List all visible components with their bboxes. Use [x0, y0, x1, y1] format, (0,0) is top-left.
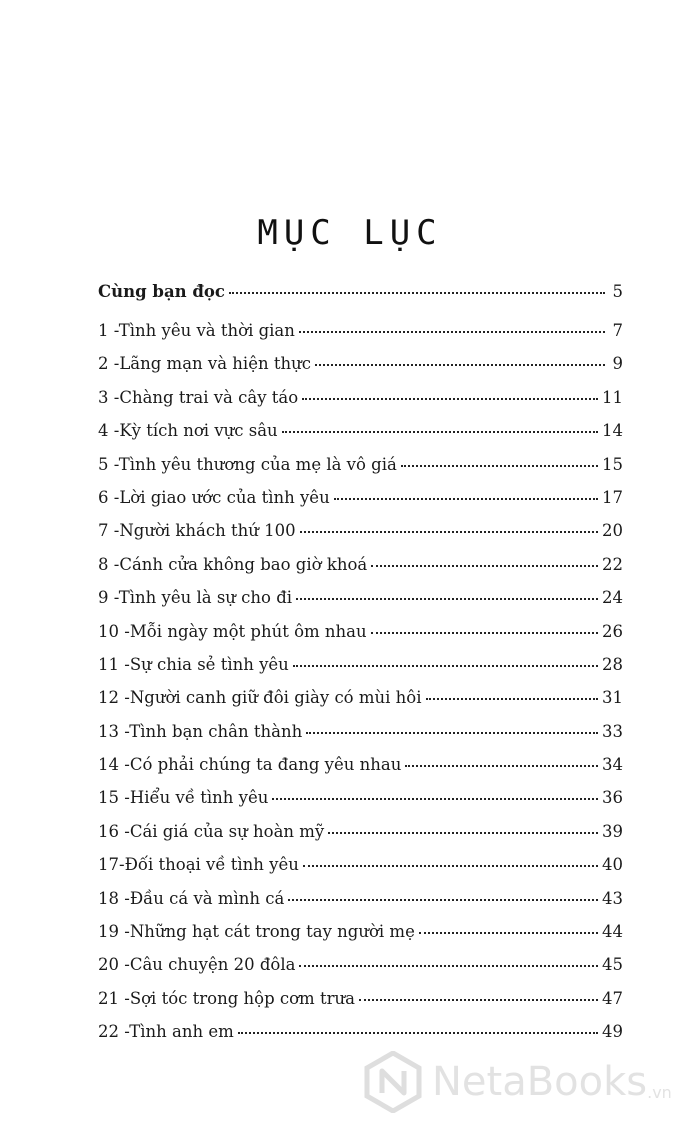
toc-entry-page: 45 — [602, 955, 623, 975]
toc-entry-page: 39 — [602, 821, 623, 841]
dot-leader — [306, 732, 598, 734]
dot-leader — [401, 465, 598, 467]
toc-entry-page: 44 — [602, 922, 623, 942]
toc-entry-label: Cùng bạn đọc — [98, 282, 225, 301]
dot-leader — [296, 598, 598, 600]
toc-entry-label: 6 -Lời giao ước của tình yêu — [98, 487, 330, 507]
dot-leader — [315, 364, 605, 366]
toc-entry-page: 14 — [602, 421, 623, 441]
toc-entry — [98, 321, 623, 354]
toc-entry — [98, 989, 623, 1022]
toc-entry — [98, 555, 623, 588]
toc-entry-label: 8 -Cánh cửa không bao giờ khoá — [98, 554, 368, 574]
toc-entry-page: 26 — [602, 621, 623, 641]
dot-leader — [302, 398, 598, 400]
toc-entry-label: 11 -Sự chia sẻ tình yêu — [98, 654, 289, 674]
toc-entry-preface — [98, 282, 623, 321]
toc-entry-page: 7 — [612, 321, 623, 340]
toc-entry-label: 18 -Đầu cá và mình cá — [98, 888, 285, 908]
toc-entry — [98, 622, 623, 655]
toc-entry-page: 43 — [602, 888, 623, 908]
toc-entry-label: 20 -Câu chuyện 20 đôla — [98, 955, 296, 975]
dot-leader — [371, 565, 598, 567]
dot-leader — [282, 431, 598, 433]
toc-entry-label: 22 -Tình anh em — [98, 1022, 234, 1042]
toc-entry-label: 10 -Mỗi ngày một phút ôm nhau — [98, 621, 367, 641]
dot-leader — [334, 498, 598, 500]
toc-entry — [98, 421, 623, 454]
toc-entry — [98, 388, 623, 421]
toc-entry-page: 9 — [612, 354, 623, 374]
dot-leader — [359, 999, 598, 1001]
toc-entry-page: 17 — [602, 487, 623, 507]
toc-entry-page: 22 — [602, 554, 623, 574]
toc-entry — [98, 788, 623, 821]
toc-entry-label: 3 -Chàng trai và cây táo — [98, 387, 299, 407]
toc-entry-page: 20 — [602, 521, 623, 541]
dot-leader — [303, 865, 598, 867]
toc-entry-page: 28 — [602, 654, 623, 674]
toc-entry — [98, 755, 623, 788]
dot-leader — [238, 1032, 598, 1034]
dot-leader — [272, 798, 598, 800]
toc-entry — [98, 488, 623, 521]
toc-entry — [98, 855, 623, 888]
table-of-contents — [98, 282, 623, 1056]
toc-entry-label: 2 -Lãng mạn và hiện thực — [98, 354, 311, 374]
dot-leader — [419, 932, 598, 934]
toc-entry-label: 15 -Hiểu về tình yêu — [98, 788, 269, 808]
toc-entry-label: 16 -Cái giá của sự hoàn mỹ — [98, 821, 325, 841]
toc-entry — [98, 588, 623, 621]
toc-entry — [98, 922, 623, 955]
netabooks-logo-icon — [362, 1051, 424, 1113]
toc-entry-page: 24 — [602, 588, 623, 608]
toc-entry — [98, 655, 623, 688]
toc-entry-page: 5 — [612, 282, 623, 301]
dot-leader — [229, 292, 605, 294]
toc-entry — [98, 722, 623, 755]
toc-entry-page: 34 — [602, 755, 623, 775]
dot-leader — [426, 698, 599, 700]
toc-entry-label: 5 -Tình yêu thương của mẹ là vô giá — [98, 454, 397, 474]
toc-entry-label: 12 -Người canh giữ đôi giày có mùi hôi — [98, 688, 422, 708]
toc-entry — [98, 955, 623, 988]
toc-entry-label: 1 -Tình yêu và thời gian — [98, 321, 295, 340]
toc-entry — [98, 455, 623, 488]
dot-leader — [405, 765, 598, 767]
toc-entry-label: 14 -Có phải chúng ta đang yêu nhau — [98, 755, 402, 775]
toc-entry-page: 31 — [602, 688, 623, 708]
toc-entry-label: 21 -Sợi tóc trong hộp cơm trưa — [98, 988, 355, 1008]
toc-entry-page: 11 — [602, 387, 623, 407]
dot-leader — [293, 665, 598, 667]
dot-leader — [288, 899, 598, 901]
toc-entry — [98, 688, 623, 721]
toc-entry — [98, 354, 623, 387]
toc-entry-page: 49 — [602, 1022, 623, 1042]
toc-entry-label: 4 -Kỳ tích nơi vực sâu — [98, 421, 278, 441]
toc-entry-label: 7 -Người khách thứ 100 — [98, 521, 296, 541]
page-title: MỤC LỤC — [257, 212, 443, 253]
toc-entry — [98, 822, 623, 855]
toc-entry — [98, 521, 623, 554]
toc-entry-label: 9 -Tình yêu là sự cho đi — [98, 588, 293, 608]
toc-entry-label: 13 -Tình bạn chân thành — [98, 721, 303, 741]
dot-leader — [328, 832, 598, 834]
dot-leader — [299, 331, 605, 333]
watermark — [362, 1050, 692, 1114]
toc-entry-label: 19 -Những hạt cát trong tay người mẹ — [98, 922, 415, 942]
toc-entry-page: 47 — [602, 988, 623, 1008]
toc-entry-label: 17-Đối thoại về tình yêu — [98, 855, 299, 875]
watermark-suffix: .vn — [647, 1083, 672, 1102]
toc-entry-page: 15 — [602, 454, 623, 474]
watermark-brand: NetaBooks — [432, 1059, 648, 1105]
dot-leader — [371, 632, 598, 634]
dot-leader — [299, 965, 598, 967]
toc-entry-page: 33 — [602, 721, 623, 741]
toc-entries — [98, 321, 623, 1056]
toc-entry — [98, 889, 623, 922]
toc-entry-page: 36 — [602, 788, 623, 808]
toc-entry-page: 40 — [602, 855, 623, 875]
dot-leader — [300, 531, 598, 533]
